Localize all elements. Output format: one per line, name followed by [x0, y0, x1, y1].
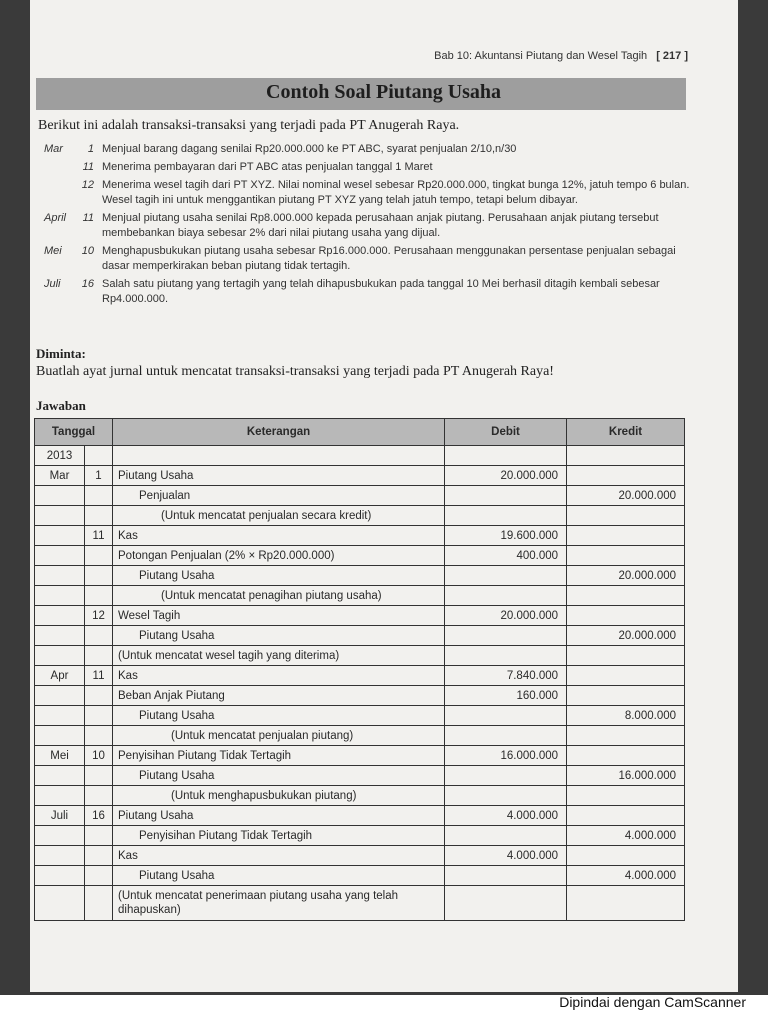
- journal-table: [34, 418, 685, 921]
- journal-debit: 4.000.000: [445, 846, 567, 866]
- camscanner-watermark: Dipindai dengan CamScanner: [559, 994, 746, 1010]
- jawaban-label: Jawaban: [36, 398, 86, 413]
- journal-row: [35, 646, 685, 666]
- journal-kredit: [567, 546, 685, 566]
- journal-description: Penyisihan Piutang Tidak Tertagih: [113, 746, 445, 766]
- journal-month: [35, 626, 85, 646]
- journal-row: [35, 506, 685, 526]
- journal-kredit: [567, 586, 685, 606]
- journal-debit: [445, 706, 567, 726]
- journal-row: [35, 706, 685, 726]
- journal-month: [35, 586, 85, 606]
- journal-month: [35, 726, 85, 746]
- journal-debit: [445, 566, 567, 586]
- journal-debit: [445, 886, 567, 921]
- journal-day: [85, 766, 113, 786]
- journal-kredit: [567, 746, 685, 766]
- journal-description: Penyisihan Piutang Tidak Tertagih: [113, 826, 445, 846]
- journal-row: [35, 826, 685, 846]
- transaction-item: [44, 178, 694, 208]
- journal-month: [35, 826, 85, 846]
- journal-description: Piutang Usaha: [113, 866, 445, 886]
- journal-description: Piutang Usaha: [113, 466, 445, 486]
- journal-row: [35, 526, 685, 546]
- journal-description: (Untuk mencatat penjualan secara kredit): [113, 506, 445, 526]
- journal-debit: 400.000: [445, 546, 567, 566]
- journal-kredit: [567, 726, 685, 746]
- chapter-title: Bab 10: Akuntansi Piutang dan Wesel Tagih: [434, 50, 648, 62]
- journal-description: Piutang Usaha: [113, 626, 445, 646]
- journal-day: 16: [85, 806, 113, 826]
- journal-row: [35, 606, 685, 626]
- journal-day: [85, 786, 113, 806]
- journal-debit: [445, 486, 567, 506]
- journal-description: Wesel Tagih: [113, 606, 445, 626]
- journal-row: [35, 786, 685, 806]
- journal-debit: 16.000.000: [445, 746, 567, 766]
- journal-kredit: 8.000.000: [567, 706, 685, 726]
- journal-header-row: [35, 419, 685, 446]
- journal-description: Beban Anjak Piutang: [113, 686, 445, 706]
- journal-description: Piutang Usaha: [113, 766, 445, 786]
- transaction-text: Menerima wesel tagih dari PT XYZ. Nilai nominal wesel sebesar Rp20.000.000, tingkat bunga 12%, jatuh tempo 6 bulan. Wesel tagih ini untuk menggantikan piutang PT XYZ yang telah jatuh tempo, tetapi belum dibayar.: [102, 179, 690, 206]
- journal-day: [85, 626, 113, 646]
- journal-description: Piutang Usaha: [113, 806, 445, 826]
- journal-month: Mei: [35, 746, 85, 766]
- journal-debit: [445, 826, 567, 846]
- journal-day: [85, 886, 113, 921]
- journal-day: [85, 566, 113, 586]
- journal-description: (Untuk mencatat penerimaan piutang usaha yang telah dihapuskan): [113, 886, 445, 921]
- journal-kredit: 16.000.000: [567, 766, 685, 786]
- section-title: Contoh Soal Piutang Usaha: [266, 81, 502, 103]
- journal-day: [85, 446, 113, 466]
- journal-month: [35, 606, 85, 626]
- transaction-text: Salah satu piutang yang tertagih yang telah dihapusbukukan pada tanggal 10 Mei berhasil ditagih kembali sebesar Rp4.000.000.: [102, 278, 660, 305]
- journal-day: [85, 486, 113, 506]
- journal-debit: [445, 786, 567, 806]
- journal-kredit: 20.000.000: [567, 626, 685, 646]
- journal-description: Piutang Usaha: [113, 566, 445, 586]
- journal-row: [35, 686, 685, 706]
- journal-month: [35, 866, 85, 886]
- journal-description: Piutang Usaha: [113, 706, 445, 726]
- journal-day: 12: [85, 606, 113, 626]
- journal-row: [35, 886, 685, 921]
- journal-month: Apr: [35, 666, 85, 686]
- journal-debit: 19.600.000: [445, 526, 567, 546]
- journal-row: [35, 846, 685, 866]
- transaction-item: [44, 244, 694, 274]
- journal-row: [35, 666, 685, 686]
- journal-row: [35, 766, 685, 786]
- journal-kredit: [567, 506, 685, 526]
- journal-row: [35, 626, 685, 646]
- journal-row: [35, 866, 685, 886]
- transaction-month: Mei: [44, 245, 62, 257]
- journal-day: [85, 706, 113, 726]
- journal-kredit: [567, 666, 685, 686]
- transaction-item: [44, 142, 694, 157]
- intro-text: Berikut ini adalah transaksi-transaksi yang terjadi pada PT Anugerah Raya.: [38, 118, 460, 133]
- journal-row: [35, 486, 685, 506]
- running-head: [434, 50, 688, 62]
- journal-day: [85, 546, 113, 566]
- journal-debit: [445, 586, 567, 606]
- journal-month: 2013: [35, 446, 85, 466]
- journal-description: Penjualan: [113, 486, 445, 506]
- journal-month: [35, 766, 85, 786]
- journal-row: [35, 446, 685, 466]
- journal-day: 11: [85, 666, 113, 686]
- journal-description: Potongan Penjualan (2% × Rp20.000.000): [113, 546, 445, 566]
- header-kredit: Kredit: [567, 419, 685, 446]
- book-page: [30, 0, 738, 992]
- journal-kredit: 20.000.000: [567, 486, 685, 506]
- journal-debit: [445, 726, 567, 746]
- journal-month: Mar: [35, 466, 85, 486]
- journal-row: [35, 746, 685, 766]
- journal-row: [35, 546, 685, 566]
- transaction-month: April: [44, 212, 67, 224]
- journal-kredit: [567, 806, 685, 826]
- transaction-item: [44, 211, 694, 241]
- transaction-day: 11: [82, 212, 94, 224]
- journal-day: [85, 646, 113, 666]
- journal-day: 11: [85, 526, 113, 546]
- journal-day: [85, 846, 113, 866]
- transaction-text: Menjual piutang usaha senilai Rp8.000.000 kepada perusahaan anjak piutang. Perusahaan anjak piutang tersebut membebankan biaya sebesar 2% dari nilai piutang usaha yang dijual.: [102, 212, 659, 239]
- journal-debit: [445, 766, 567, 786]
- journal-month: [35, 846, 85, 866]
- journal-month: [35, 486, 85, 506]
- journal-day: [85, 726, 113, 746]
- journal-kredit: [567, 886, 685, 921]
- journal-kredit: 4.000.000: [567, 866, 685, 886]
- journal-row: [35, 566, 685, 586]
- journal-debit: 160.000: [445, 686, 567, 706]
- journal-description: [113, 446, 445, 466]
- journal-row: [35, 806, 685, 826]
- journal-debit: 4.000.000: [445, 806, 567, 826]
- instruction-text: Buatlah ayat jurnal untuk mencatat transaksi-transaksi yang terjadi pada PT Anugerah Raya!: [36, 364, 554, 379]
- transaction-text: Menjual barang dagang senilai Rp20.000.000 ke PT ABC, syarat penjualan 2/10,n/30: [102, 143, 517, 155]
- journal-month: [35, 706, 85, 726]
- transaction-day: 16: [81, 278, 94, 290]
- transaction-text: Menghapusbukukan piutang usaha sebesar Rp16.000.000. Perusahaan menggunakan persentase penjualan sebagai dasar memperkirakan beban piutang tidak tertagih.: [102, 245, 676, 272]
- journal-month: [35, 526, 85, 546]
- journal-day: [85, 506, 113, 526]
- journal-debit: [445, 866, 567, 886]
- journal-month: [35, 506, 85, 526]
- journal-kredit: [567, 686, 685, 706]
- journal-description: Kas: [113, 666, 445, 686]
- header-keterangan: Keterangan: [113, 419, 445, 446]
- journal-description: Kas: [113, 526, 445, 546]
- journal-month: [35, 786, 85, 806]
- transaction-day: 1: [87, 143, 94, 155]
- journal-kredit: [567, 446, 685, 466]
- journal-debit: 20.000.000: [445, 466, 567, 486]
- journal-month: [35, 646, 85, 666]
- transaction-day: 10: [81, 245, 94, 257]
- transaction-month: Mar: [44, 143, 63, 155]
- transaction-text: Menerima pembayaran dari PT ABC atas penjualan tanggal 1 Maret: [102, 161, 433, 173]
- diminta-label: Diminta:: [36, 346, 86, 361]
- journal-row: [35, 466, 685, 486]
- journal-day: 1: [85, 466, 113, 486]
- journal-day: [85, 826, 113, 846]
- journal-month: [35, 566, 85, 586]
- page-number: [ 217 ]: [656, 50, 688, 62]
- journal-debit: [445, 446, 567, 466]
- journal-body: [35, 446, 685, 921]
- journal-month: Juli: [35, 806, 85, 826]
- journal-row: [35, 586, 685, 606]
- header-debit: Debit: [445, 419, 567, 446]
- journal-month: [35, 886, 85, 921]
- journal-kredit: 20.000.000: [567, 566, 685, 586]
- transaction-day: 11: [82, 161, 94, 173]
- journal-description: (Untuk mencatat penagihan piutang usaha): [113, 586, 445, 606]
- journal-kredit: [567, 646, 685, 666]
- transaction-list: [44, 142, 694, 310]
- transaction-month: Juli: [44, 278, 61, 290]
- journal-description: (Untuk mencatat wesel tagih yang diterima): [113, 646, 445, 666]
- journal-kredit: [567, 606, 685, 626]
- journal-month: [35, 546, 85, 566]
- journal-kredit: [567, 466, 685, 486]
- journal-description: (Untuk menghapusbukukan piutang): [113, 786, 445, 806]
- journal-kredit: [567, 786, 685, 806]
- journal-day: [85, 686, 113, 706]
- journal-kredit: [567, 526, 685, 546]
- transaction-day: 12: [81, 179, 94, 191]
- journal-debit: 20.000.000: [445, 606, 567, 626]
- journal-debit: [445, 626, 567, 646]
- journal-kredit: [567, 846, 685, 866]
- journal-day: [85, 866, 113, 886]
- journal-debit: 7.840.000: [445, 666, 567, 686]
- journal-description: (Untuk mencatat penjualan piutang): [113, 726, 445, 746]
- journal-row: [35, 726, 685, 746]
- journal-day: [85, 586, 113, 606]
- journal-day: 10: [85, 746, 113, 766]
- journal-month: [35, 686, 85, 706]
- transaction-item: [44, 160, 694, 175]
- header-tanggal: Tanggal: [35, 419, 113, 446]
- journal-debit: [445, 646, 567, 666]
- transaction-item: [44, 277, 694, 307]
- journal-debit: [445, 506, 567, 526]
- journal-description: Kas: [113, 846, 445, 866]
- journal-kredit: 4.000.000: [567, 826, 685, 846]
- section-header-bar: [36, 78, 686, 110]
